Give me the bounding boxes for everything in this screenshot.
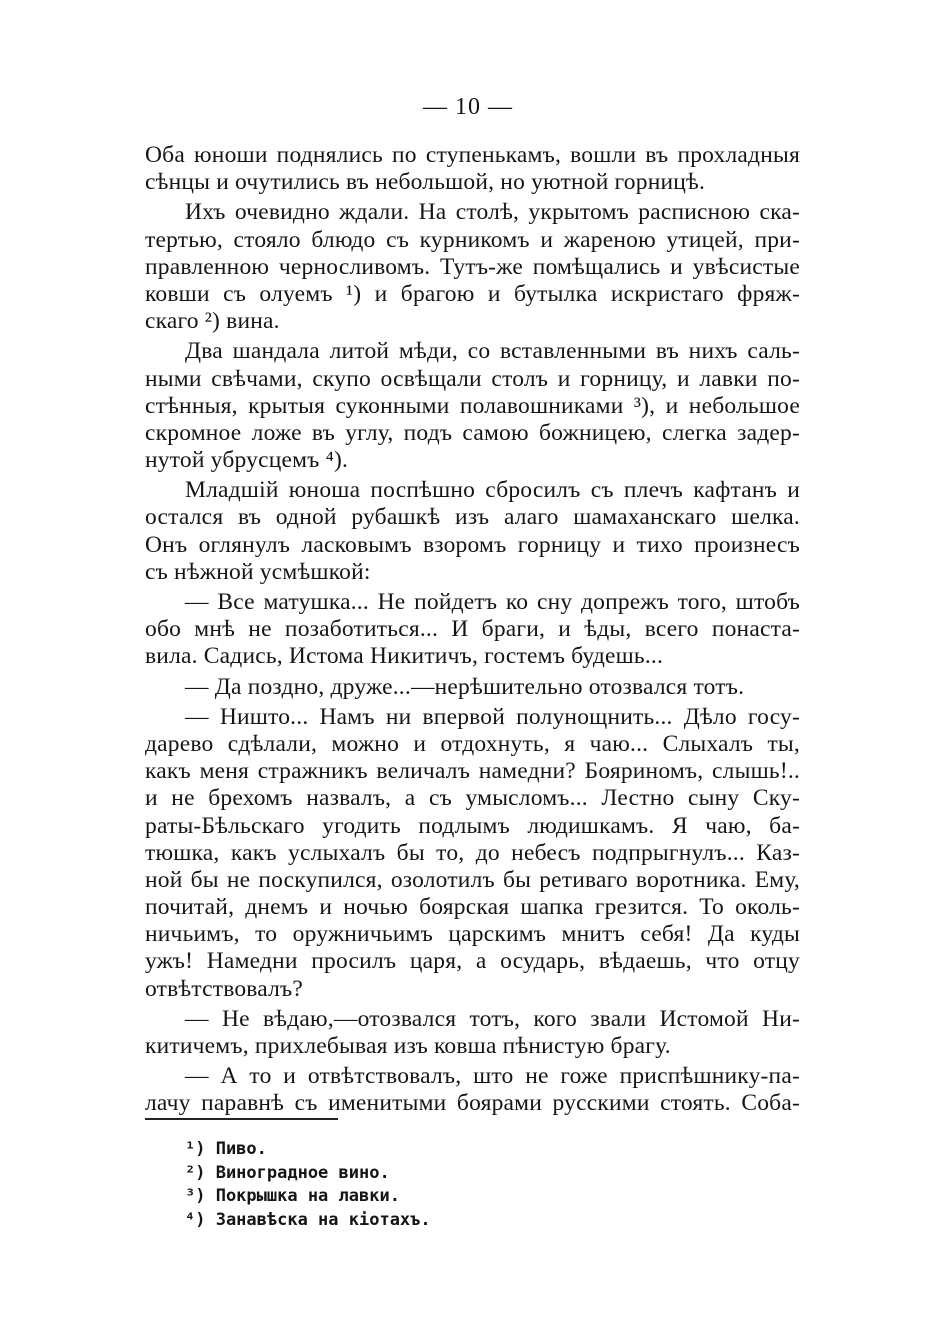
text-line: Два шандала литой мѣди, со вставленными въ нихъ саль- bbox=[185, 338, 800, 365]
text-line: ной бы не поскупился, озолотилъ бы ретиваго воротника. Ему, bbox=[145, 866, 800, 893]
text-line: сѣнцы и очутились въ небольшой, но уютной горницѣ. bbox=[145, 169, 706, 196]
text-line: какъ меня стражникъ величалъ намедни? Бояриномъ, слышь!.. bbox=[145, 758, 800, 785]
footnote-divider bbox=[145, 1118, 338, 1120]
text-line: Онъ оглянулъ ласковымъ взоромъ горницу и тихо произнесъ bbox=[145, 531, 800, 558]
footnote-3: ³) Покрышка на лавки. bbox=[185, 1186, 400, 1206]
text-line: — Да поздно, друже...—нерѣшительно отозвался тотъ. bbox=[185, 673, 745, 700]
text-line: тертью, стояло блюдо съ курникомъ и жареною утицей, при- bbox=[145, 226, 800, 253]
text-line: ужъ! Намедни просилъ царя, а осударь, вѣдаешь, что отцу bbox=[145, 948, 800, 975]
text-line: — А то и отвѣтствовалъ, што не гоже приспѣшнику-па- bbox=[185, 1063, 800, 1090]
text-line: ными свѣчами, скупо освѣщали столъ и горницу, и лавки по- bbox=[145, 365, 800, 392]
footnote-2: ²) Виноградное вино. bbox=[185, 1162, 390, 1183]
text-line: обо мнѣ не позаботиться... И браги, и ѣды, всего понаста- bbox=[145, 616, 800, 643]
text-line: — Ништо... Намъ ни впервой полунощнить... Дѣло госу- bbox=[185, 703, 800, 730]
text-line: стѣнныя, крытыя суконными полавошниками ³), и небольшое bbox=[145, 392, 800, 419]
text-line: — Все матушка... Не пойдетъ ко сну допрежъ того, штобъ bbox=[185, 589, 800, 615]
footnote-4: ⁴) Занавѣска на кіотахъ. bbox=[185, 1209, 431, 1230]
text-line: отвѣтствовалъ? bbox=[145, 975, 304, 1002]
main-text bbox=[145, 142, 800, 1118]
text-line: Младшій юноша поспѣшно сбросилъ съ плечъ кафтанъ и bbox=[185, 477, 800, 504]
text-line: ковши съ олуемъ ¹) и брагою и бутылка искристаго фряж- bbox=[145, 280, 800, 307]
text-line: раты-Бѣльскаго угодить подлымъ людишкамъ. Я чаю, ба- bbox=[145, 812, 800, 839]
text-line: почитай, днемъ и ночью боярская шапка грезится. То околь- bbox=[145, 894, 800, 921]
text-line: съ нѣжной усмѣшкой: bbox=[145, 558, 371, 585]
text-line: скаго ²) вина. bbox=[145, 308, 280, 335]
text-line: правленною черносливомъ. Тутъ-же помѣщались и увѣсистые bbox=[145, 253, 800, 280]
text-line: лачу паравнѣ съ именитыми боярами русскими стоять. Соба- bbox=[145, 1090, 800, 1117]
text-line: — Не вѣдаю,—отозвался тотъ, кого звали Истомой Ни- bbox=[185, 1005, 800, 1032]
text-line: остался въ одной рубашкѣ изъ алаго шамаханскаго шелка. bbox=[145, 504, 800, 531]
text-line: и не брехомъ назвалъ, а съ умысломъ... Лестно сыну Ску- bbox=[145, 785, 800, 812]
page-number: — 10 — bbox=[423, 94, 513, 120]
text-line: вила. Садись, Истома Никитичъ, гостемъ будешь... bbox=[145, 643, 664, 670]
footnotes bbox=[185, 1138, 685, 1232]
text-line: Оба юноши поднялись по ступенькамъ, вошли въ прохладныя bbox=[145, 142, 800, 168]
text-line: тюшка, какъ услыхалъ бы то, до небесъ подпрыгнулъ... Каз- bbox=[145, 839, 800, 866]
text-line: ничьимъ, то оружничьимъ царскимъ мнитъ себя! Да куды bbox=[145, 921, 800, 948]
footnote-1: ¹) Пиво. bbox=[185, 1139, 267, 1159]
text-line: нутой убрусцемъ ⁴). bbox=[145, 447, 349, 474]
text-line: скромное ложе въ углу, подъ самою божницею, слегка задер- bbox=[145, 419, 800, 446]
text-line: Ихъ очевидно ждали. На столѣ, укрытомъ расписною ска- bbox=[185, 199, 800, 226]
text-line: дарево сдѣлали, можно и отдохнуть, я чаю... Слыхалъ ты, bbox=[145, 730, 800, 757]
text-line: китичемъ, прихлебывая изъ ковша пѣнистую брагу. bbox=[145, 1033, 671, 1059]
